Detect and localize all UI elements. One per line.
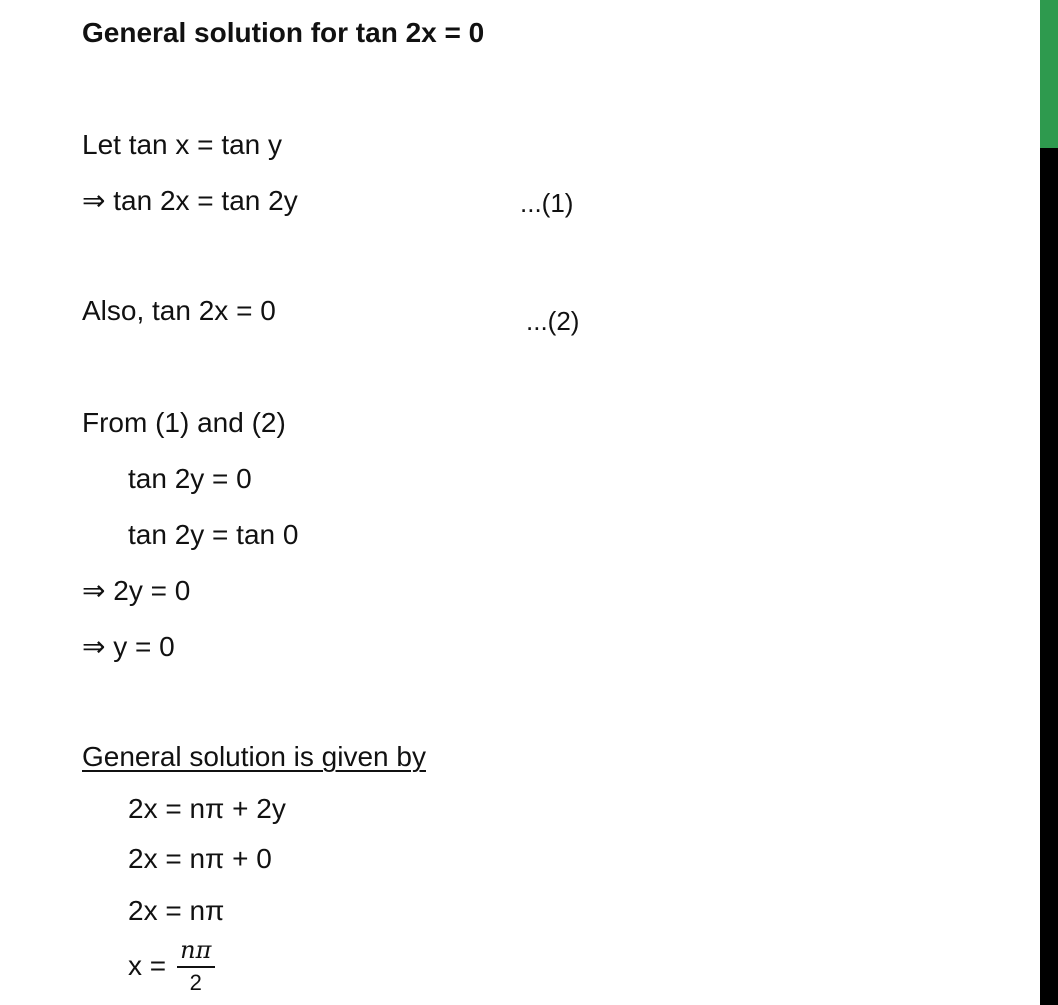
line-10: 2x = nπ + 2y	[128, 793, 286, 824]
reference-1: ...(1)	[520, 188, 574, 218]
rail-green-segment	[1040, 0, 1058, 148]
line-2: ⇒ tan 2x = tan 2y	[82, 185, 298, 216]
fraction-numerator: nπ	[180, 936, 212, 964]
x-equals-label: x =	[128, 950, 167, 981]
fraction-denominator: 2	[189, 970, 202, 995]
right-edge-rail	[1040, 0, 1058, 1005]
reference-2: ...(2)	[526, 306, 580, 336]
line-12: 2x = nπ	[128, 895, 225, 926]
line-9: General solution is given by	[82, 741, 426, 772]
line-3: Also, tan 2x = 0	[82, 295, 276, 326]
line-5: tan 2y = 0	[128, 463, 252, 494]
page-title: General solution for tan 2x = 0	[82, 17, 485, 48]
line-6: tan 2y = tan 0	[128, 519, 299, 550]
line-7: ⇒ 2y = 0	[82, 575, 191, 606]
fraction	[176, 938, 215, 994]
final-fraction-expression	[128, 938, 215, 994]
line-1: Let tan x = tan y	[82, 129, 283, 160]
line-4: From (1) and (2)	[82, 407, 286, 438]
line-8: ⇒ y = 0	[82, 631, 175, 662]
rail-black-segment	[1040, 148, 1058, 1005]
line-11: 2x = nπ + 0	[128, 843, 272, 874]
